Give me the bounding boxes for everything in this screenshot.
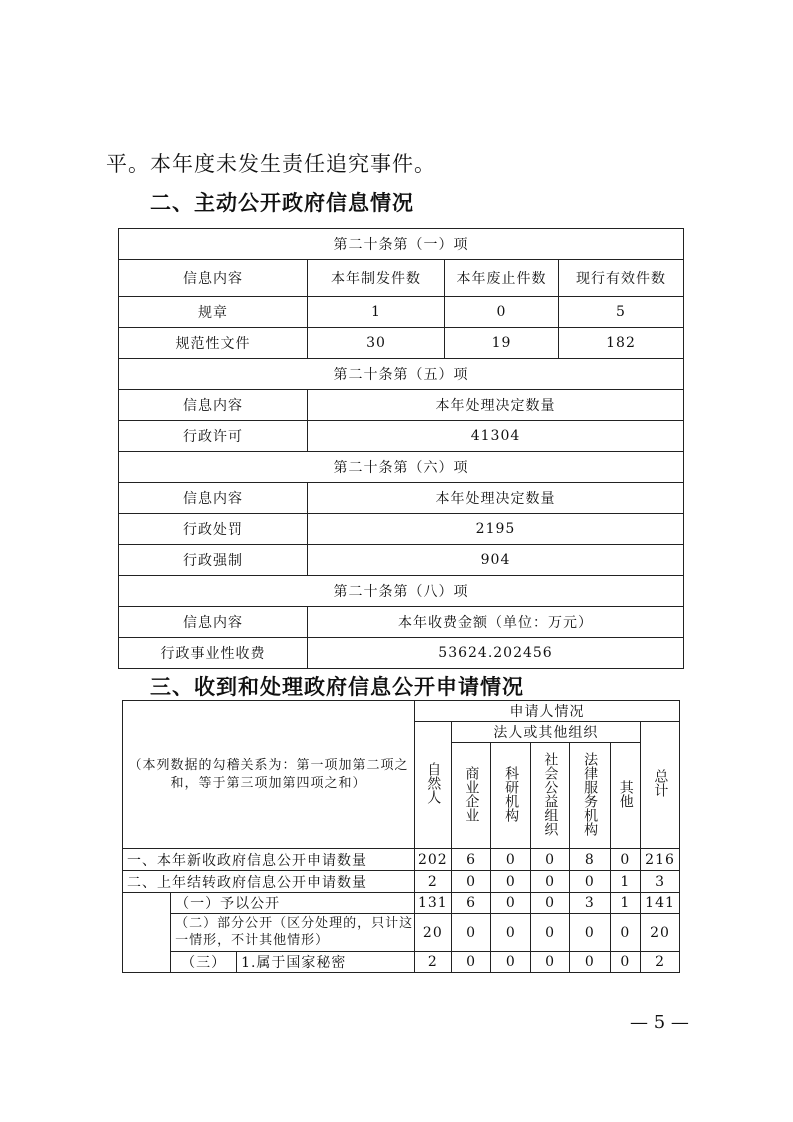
table-row bbox=[123, 914, 680, 952]
value-cell: 6 bbox=[451, 849, 491, 871]
header-cell: 本年收费金额（单位：万元） bbox=[308, 607, 684, 638]
value-cell: 0 bbox=[531, 871, 570, 893]
indent-cell bbox=[123, 893, 171, 973]
value-cell: 0 bbox=[451, 914, 491, 952]
col-public-welfare: 社会公益组织 bbox=[542, 751, 559, 836]
col-header bbox=[491, 743, 531, 849]
value-cell: 20 bbox=[415, 914, 452, 952]
header-cell: 信息内容 bbox=[119, 607, 308, 638]
table-row bbox=[119, 514, 684, 545]
col-header bbox=[451, 743, 491, 849]
value-cell: 0 bbox=[531, 893, 570, 914]
row-label: （三） bbox=[171, 952, 237, 973]
row-label: 行政许可 bbox=[119, 421, 308, 452]
table-row bbox=[123, 871, 680, 893]
header-cell: 现行有效件数 bbox=[559, 260, 684, 297]
value-cell: 41304 bbox=[308, 421, 684, 452]
row-label: 行政事业性收费 bbox=[119, 638, 308, 669]
applicant-header: 申请人情况 bbox=[415, 701, 680, 722]
table-row bbox=[119, 421, 684, 452]
value-cell: 2195 bbox=[308, 514, 684, 545]
value-cell: 2 bbox=[415, 871, 452, 893]
section-2-title: 二、主动公开政府信息情况 bbox=[150, 191, 414, 215]
table-row bbox=[123, 952, 680, 973]
value-cell: 0 bbox=[531, 952, 570, 973]
table-row bbox=[119, 545, 684, 576]
value-cell: 904 bbox=[308, 545, 684, 576]
value-cell: 0 bbox=[610, 952, 640, 973]
section-title: 第二十条第（六）项 bbox=[119, 452, 684, 483]
col-header bbox=[569, 743, 610, 849]
header-cell: 信息内容 bbox=[119, 483, 308, 514]
row-label: （一）予以公开 bbox=[171, 893, 415, 914]
table-row bbox=[123, 893, 680, 914]
row-label: 一、本年新收政府信息公开申请数量 bbox=[123, 849, 415, 871]
value-cell: 1 bbox=[610, 893, 640, 914]
value-cell: 2 bbox=[641, 952, 680, 973]
table-note: （本列数据的勾稽关系为：第一项加第二项之和，等于第三项加第四项之和） bbox=[123, 701, 415, 849]
header-cell: 本年制发件数 bbox=[308, 260, 445, 297]
value-cell: 2 bbox=[415, 952, 452, 973]
proactive-disclosure-table bbox=[118, 228, 684, 669]
value-cell: 3 bbox=[641, 871, 680, 893]
table-row bbox=[119, 297, 684, 328]
value-cell: 141 bbox=[641, 893, 680, 914]
value-cell: 202 bbox=[415, 849, 452, 871]
col-legal-service: 法律服务机构 bbox=[582, 751, 599, 836]
section-3-title: 三、收到和处理政府信息公开申请情况 bbox=[150, 675, 524, 699]
row-label: 二、上年结转政府信息公开申请数量 bbox=[123, 871, 415, 893]
section-title: 第二十条第（一）项 bbox=[119, 229, 684, 260]
value-cell: 0 bbox=[451, 871, 491, 893]
value-cell: 1 bbox=[308, 297, 445, 328]
value-cell: 53624.202456 bbox=[308, 638, 684, 669]
section-title: 第二十条第（八）项 bbox=[119, 576, 684, 607]
header-cell: 本年处理决定数量 bbox=[308, 390, 684, 421]
value-cell: 0 bbox=[569, 871, 610, 893]
table-row bbox=[119, 328, 684, 359]
value-cell: 0 bbox=[445, 297, 559, 328]
value-cell: 0 bbox=[569, 952, 610, 973]
value-cell: 0 bbox=[491, 849, 531, 871]
col-header bbox=[531, 743, 570, 849]
col-natural-person: 自然人 bbox=[425, 762, 442, 804]
legal-entity-header: 法人或其他组织 bbox=[451, 722, 640, 743]
application-table bbox=[122, 700, 680, 973]
value-cell: 0 bbox=[491, 871, 531, 893]
col-header bbox=[415, 722, 452, 849]
table-row bbox=[119, 638, 684, 669]
value-cell: 0 bbox=[569, 914, 610, 952]
section-title: 第二十条第（五）项 bbox=[119, 359, 684, 390]
header-cell: 信息内容 bbox=[119, 390, 308, 421]
col-research: 科研机构 bbox=[503, 765, 520, 822]
row-sublabel: 1.属于国家秘密 bbox=[237, 952, 415, 973]
row-label: 规章 bbox=[119, 297, 308, 328]
row-label: 行政处罚 bbox=[119, 514, 308, 545]
value-cell: 19 bbox=[445, 328, 559, 359]
value-cell: 1 bbox=[610, 871, 640, 893]
value-cell: 182 bbox=[559, 328, 684, 359]
header-cell: 信息内容 bbox=[119, 260, 308, 297]
col-header bbox=[610, 743, 640, 849]
intro-line: 平。本年度未发生责任追究事件。 bbox=[106, 152, 436, 176]
value-cell: 3 bbox=[569, 893, 610, 914]
value-cell: 0 bbox=[491, 914, 531, 952]
header-cell: 本年处理决定数量 bbox=[308, 483, 684, 514]
value-cell: 0 bbox=[531, 914, 570, 952]
row-label: （二）部分公开（区分处理的，只计这一情形，不计其他情形） bbox=[171, 914, 415, 952]
col-other: 其他 bbox=[617, 779, 634, 808]
value-cell: 216 bbox=[641, 849, 680, 871]
row-label: 规范性文件 bbox=[119, 328, 308, 359]
value-cell: 0 bbox=[451, 952, 491, 973]
value-cell: 8 bbox=[569, 849, 610, 871]
value-cell: 0 bbox=[491, 893, 531, 914]
header-cell: 本年废止件数 bbox=[445, 260, 559, 297]
value-cell: 0 bbox=[491, 952, 531, 973]
value-cell: 0 bbox=[610, 849, 640, 871]
value-cell: 5 bbox=[559, 297, 684, 328]
row-label: 行政强制 bbox=[119, 545, 308, 576]
value-cell: 6 bbox=[451, 893, 491, 914]
col-commercial: 商业企业 bbox=[463, 765, 480, 822]
value-cell: 131 bbox=[415, 893, 452, 914]
value-cell: 30 bbox=[308, 328, 445, 359]
page-number: — 5 — bbox=[630, 1012, 689, 1033]
value-cell: 0 bbox=[610, 914, 640, 952]
value-cell: 20 bbox=[641, 914, 680, 952]
col-total: 总计 bbox=[652, 769, 669, 797]
value-cell: 0 bbox=[531, 849, 570, 871]
col-header bbox=[641, 722, 680, 849]
table-row bbox=[123, 849, 680, 871]
